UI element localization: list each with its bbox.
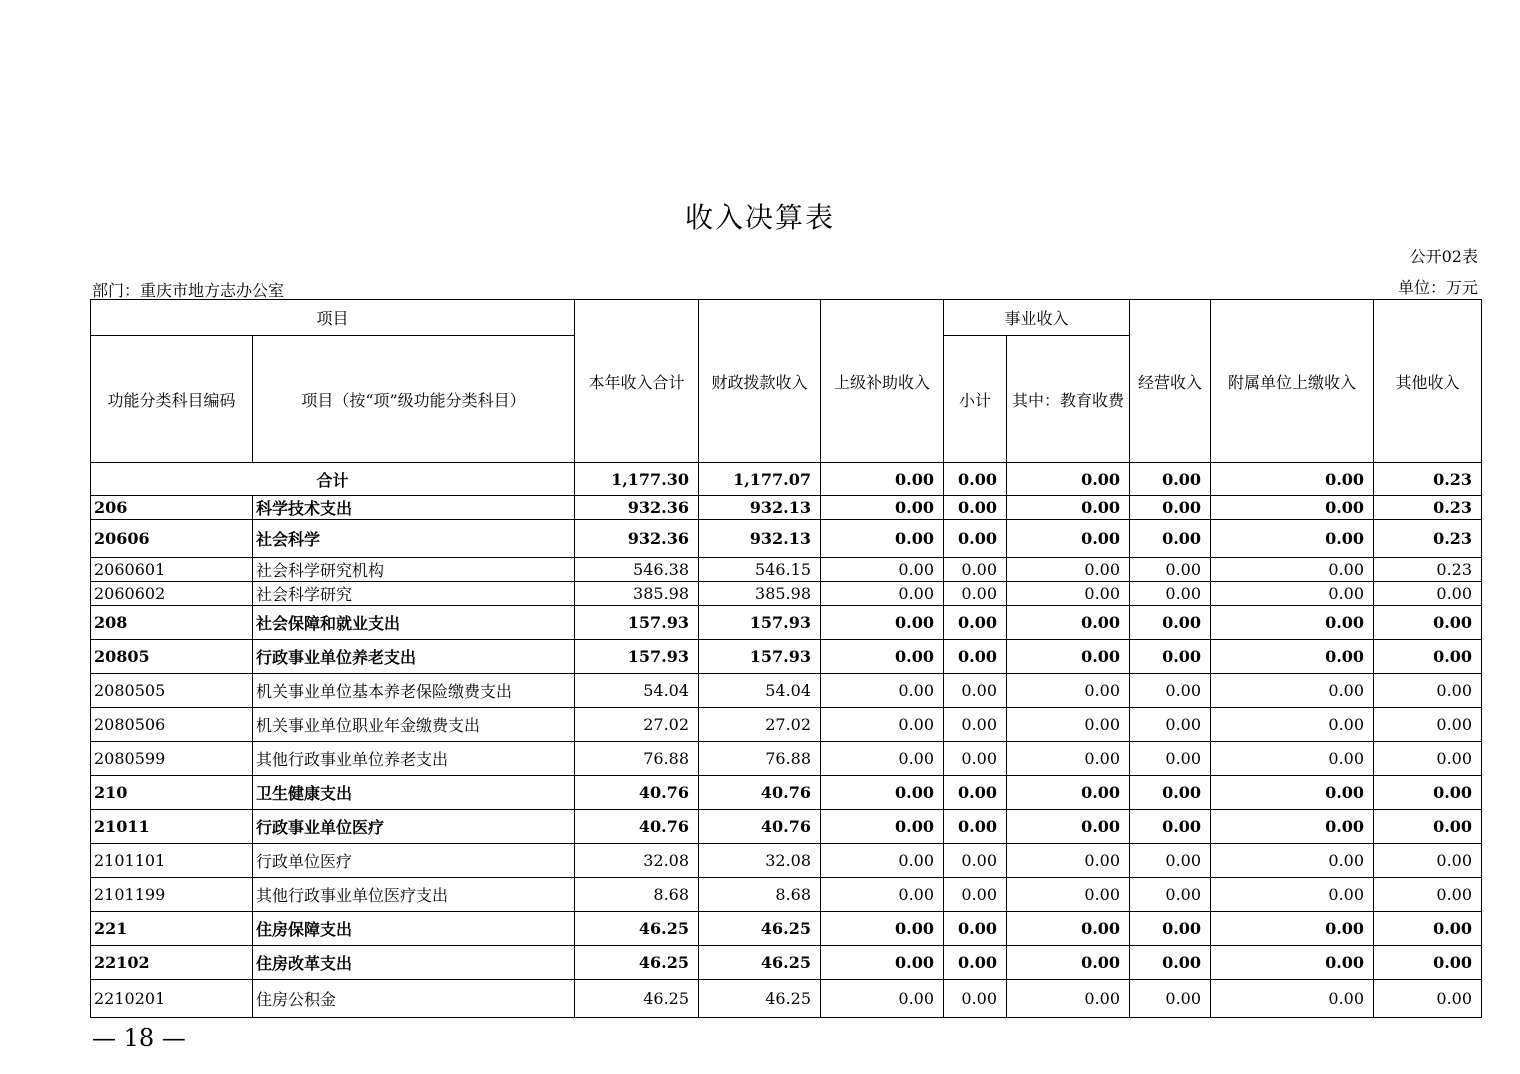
table-body xyxy=(91,300,1482,1018)
row-value: 0.00 xyxy=(1007,558,1130,582)
row-value: 0.00 xyxy=(1211,520,1374,558)
row-value: 0.00 xyxy=(944,810,1007,844)
header-item-group: 项目 xyxy=(91,300,575,336)
row-code: 2080599 xyxy=(91,742,253,776)
row-name: 住房保障支出 xyxy=(253,912,575,946)
row-value: 0.00 xyxy=(944,558,1007,582)
row-value: 0.00 xyxy=(1374,640,1482,674)
row-value: 0.00 xyxy=(944,606,1007,640)
row-value: 0.00 xyxy=(1211,496,1374,520)
row-code: 2210201 xyxy=(91,980,253,1018)
row-value: 0.00 xyxy=(821,980,944,1018)
row-value: 0.00 xyxy=(821,844,944,878)
row-value: 40.76 xyxy=(699,776,821,810)
row-value: 46.25 xyxy=(699,980,821,1018)
row-value: 0.00 xyxy=(1130,606,1211,640)
row-value: 0.00 xyxy=(1007,980,1130,1018)
row-value: 0.00 xyxy=(1007,776,1130,810)
row-value: 0.00 xyxy=(821,606,944,640)
row-value: 0.00 xyxy=(1211,810,1374,844)
row-value: 0.00 xyxy=(1007,674,1130,708)
row-value: 40.76 xyxy=(575,776,699,810)
form-number: 公开02表 xyxy=(1409,247,1478,266)
row-value: 0.00 xyxy=(944,674,1007,708)
row-value: 0.00 xyxy=(944,496,1007,520)
total-cell: 0.00 xyxy=(1211,463,1374,496)
row-value: 0.00 xyxy=(944,946,1007,980)
row-value: 0.00 xyxy=(1374,810,1482,844)
row-value: 0.00 xyxy=(1130,674,1211,708)
row-value: 0.00 xyxy=(1130,980,1211,1018)
row-value: 0.00 xyxy=(1130,810,1211,844)
table-row xyxy=(91,640,1482,674)
header-other: 其他收入 xyxy=(1374,300,1482,463)
header-operating: 经营收入 xyxy=(1130,300,1211,463)
row-value: 0.00 xyxy=(1211,844,1374,878)
row-name: 其他行政事业单位医疗支出 xyxy=(253,878,575,912)
row-value: 46.25 xyxy=(575,946,699,980)
row-value: 157.93 xyxy=(699,640,821,674)
row-name: 卫生健康支出 xyxy=(253,776,575,810)
page-number: — 18 — xyxy=(92,1024,186,1052)
page-title: 收入决算表 xyxy=(684,201,835,234)
row-value: 932.13 xyxy=(699,520,821,558)
table-row xyxy=(91,810,1482,844)
row-value: 0.00 xyxy=(944,980,1007,1018)
row-value: 932.36 xyxy=(575,496,699,520)
row-value: 0.00 xyxy=(1007,606,1130,640)
row-value: 0.00 xyxy=(1374,946,1482,980)
row-value: 0.00 xyxy=(944,912,1007,946)
row-value: 0.00 xyxy=(1374,980,1482,1018)
row-value: 0.00 xyxy=(944,742,1007,776)
row-value: 40.76 xyxy=(699,810,821,844)
row-value: 8.68 xyxy=(575,878,699,912)
row-value: 76.88 xyxy=(575,742,699,776)
row-value: 0.00 xyxy=(1211,980,1374,1018)
header-education: 其中：教育收费 xyxy=(1007,336,1130,463)
row-value: 0.00 xyxy=(1211,558,1374,582)
row-code: 208 xyxy=(91,606,253,640)
row-value: 76.88 xyxy=(699,742,821,776)
row-value: 0.00 xyxy=(1211,946,1374,980)
row-value: 0.00 xyxy=(1211,708,1374,742)
row-value: 0.00 xyxy=(944,640,1007,674)
row-value: 46.25 xyxy=(575,912,699,946)
row-value: 27.02 xyxy=(699,708,821,742)
row-value: 0.00 xyxy=(1007,912,1130,946)
row-value: 157.93 xyxy=(575,606,699,640)
table-row xyxy=(91,776,1482,810)
table-row xyxy=(91,946,1482,980)
row-value: 385.98 xyxy=(575,582,699,606)
total-cell: 1,177.07 xyxy=(699,463,821,496)
row-code: 2060602 xyxy=(91,582,253,606)
row-value: 0.00 xyxy=(821,558,944,582)
header-total-income: 本年收入合计 xyxy=(575,300,699,463)
row-value: 0.00 xyxy=(944,776,1007,810)
table-row xyxy=(91,606,1482,640)
row-value: 0.00 xyxy=(1374,776,1482,810)
row-value: 46.25 xyxy=(699,912,821,946)
header-affiliated: 附属单位上缴收入 xyxy=(1211,300,1374,463)
row-value: 0.00 xyxy=(1007,844,1130,878)
row-value: 0.23 xyxy=(1374,520,1482,558)
row-value: 32.08 xyxy=(575,844,699,878)
total-cell: 1,177.30 xyxy=(575,463,699,496)
row-value: 0.00 xyxy=(1130,844,1211,878)
row-code: 21011 xyxy=(91,810,253,844)
row-value: 0.00 xyxy=(821,878,944,912)
row-value: 0.00 xyxy=(821,912,944,946)
row-value: 0.00 xyxy=(821,810,944,844)
row-value: 0.00 xyxy=(821,946,944,980)
row-value: 40.76 xyxy=(575,810,699,844)
header-code: 功能分类科目编码 xyxy=(91,336,253,463)
row-value: 0.00 xyxy=(1374,708,1482,742)
row-value: 0.00 xyxy=(1211,640,1374,674)
header-item-name: 项目（按“项”级功能分类科目） xyxy=(253,336,575,463)
row-code: 20606 xyxy=(91,520,253,558)
row-code: 2080505 xyxy=(91,674,253,708)
row-name: 行政事业单位医疗 xyxy=(253,810,575,844)
row-value: 0.00 xyxy=(1007,496,1130,520)
row-value: 0.00 xyxy=(1130,946,1211,980)
row-value: 0.00 xyxy=(821,674,944,708)
row-value: 0.00 xyxy=(1007,520,1130,558)
row-value: 0.00 xyxy=(1374,912,1482,946)
header-subtotal: 小计 xyxy=(944,336,1007,463)
row-value: 0.00 xyxy=(1007,708,1130,742)
row-value: 546.38 xyxy=(575,558,699,582)
row-value: 0.00 xyxy=(1007,742,1130,776)
table-row xyxy=(91,912,1482,946)
row-value: 0.23 xyxy=(1374,496,1482,520)
table-row xyxy=(91,582,1482,606)
row-value: 0.00 xyxy=(1007,582,1130,606)
row-name: 行政单位医疗 xyxy=(253,844,575,878)
row-value: 0.00 xyxy=(1211,742,1374,776)
row-name: 行政事业单位养老支出 xyxy=(253,640,575,674)
row-value: 54.04 xyxy=(699,674,821,708)
row-value: 0.00 xyxy=(944,708,1007,742)
unit-label: 单位：万元 xyxy=(1397,278,1478,297)
row-value: 0.00 xyxy=(944,582,1007,606)
row-value: 0.00 xyxy=(1007,878,1130,912)
table-row xyxy=(91,844,1482,878)
row-value: 932.36 xyxy=(575,520,699,558)
total-label: 合计 xyxy=(91,463,575,496)
total-cell: 0.00 xyxy=(1130,463,1211,496)
header-superior: 上级补助收入 xyxy=(821,300,944,463)
total-cell: 0.23 xyxy=(1374,463,1482,496)
row-name: 机关事业单位职业年金缴费支出 xyxy=(253,708,575,742)
row-name: 住房改革支出 xyxy=(253,946,575,980)
row-value: 46.25 xyxy=(575,980,699,1018)
row-value: 0.00 xyxy=(1211,776,1374,810)
row-code: 2101199 xyxy=(91,878,253,912)
table-row xyxy=(91,878,1482,912)
row-value: 0.00 xyxy=(1374,582,1482,606)
row-value: 0.00 xyxy=(944,878,1007,912)
row-value: 0.00 xyxy=(1374,606,1482,640)
row-code: 2080506 xyxy=(91,708,253,742)
total-row xyxy=(91,463,1482,496)
row-value: 385.98 xyxy=(699,582,821,606)
row-name: 社会科学 xyxy=(253,520,575,558)
header-row-1 xyxy=(91,300,1482,336)
row-value: 0.00 xyxy=(821,520,944,558)
row-value: 0.00 xyxy=(821,640,944,674)
row-value: 0.00 xyxy=(1130,912,1211,946)
row-value: 0.00 xyxy=(821,582,944,606)
table-row xyxy=(91,980,1482,1018)
table-row xyxy=(91,708,1482,742)
income-table xyxy=(90,299,1482,1018)
row-value: 0.00 xyxy=(1130,558,1211,582)
row-value: 0.00 xyxy=(1211,606,1374,640)
row-value: 0.00 xyxy=(944,520,1007,558)
row-value: 46.25 xyxy=(699,946,821,980)
row-value: 0.00 xyxy=(1130,496,1211,520)
row-value: 0.00 xyxy=(821,496,944,520)
row-value: 0.00 xyxy=(821,708,944,742)
row-value: 32.08 xyxy=(699,844,821,878)
row-value: 0.00 xyxy=(1007,640,1130,674)
row-code: 221 xyxy=(91,912,253,946)
row-value: 8.68 xyxy=(699,878,821,912)
row-value: 932.13 xyxy=(699,496,821,520)
row-value: 0.00 xyxy=(1130,520,1211,558)
row-name: 住房公积金 xyxy=(253,980,575,1018)
row-name: 社会科学研究机构 xyxy=(253,558,575,582)
row-code: 20805 xyxy=(91,640,253,674)
row-name: 社会保障和就业支出 xyxy=(253,606,575,640)
table-row xyxy=(91,558,1482,582)
row-value: 0.00 xyxy=(821,742,944,776)
table-row xyxy=(91,674,1482,708)
table-row xyxy=(91,742,1482,776)
header-fiscal: 财政拨款收入 xyxy=(699,300,821,463)
row-name: 机关事业单位基本养老保险缴费支出 xyxy=(253,674,575,708)
row-value: 0.00 xyxy=(1007,946,1130,980)
row-value: 0.00 xyxy=(1130,742,1211,776)
row-name: 其他行政事业单位养老支出 xyxy=(253,742,575,776)
row-name: 科学技术支出 xyxy=(253,496,575,520)
row-value: 0.00 xyxy=(1007,810,1130,844)
row-value: 0.00 xyxy=(1211,878,1374,912)
row-value: 0.00 xyxy=(1374,878,1482,912)
row-name: 社会科学研究 xyxy=(253,582,575,606)
row-value: 0.00 xyxy=(1211,674,1374,708)
row-value: 0.00 xyxy=(1374,844,1482,878)
row-value: 157.93 xyxy=(575,640,699,674)
row-value: 0.00 xyxy=(1130,776,1211,810)
total-cell: 0.00 xyxy=(1007,463,1130,496)
row-value: 0.00 xyxy=(1130,582,1211,606)
row-value: 0.00 xyxy=(1130,878,1211,912)
row-value: 546.15 xyxy=(699,558,821,582)
row-value: 54.04 xyxy=(575,674,699,708)
department-label: 部门：重庆市地方志办公室 xyxy=(92,281,285,300)
row-value: 0.00 xyxy=(1211,582,1374,606)
row-code: 2101101 xyxy=(91,844,253,878)
table-row xyxy=(91,520,1482,558)
row-value: 27.02 xyxy=(575,708,699,742)
row-value: 0.00 xyxy=(1374,674,1482,708)
row-value: 0.00 xyxy=(1130,708,1211,742)
row-code: 2060601 xyxy=(91,558,253,582)
row-code: 210 xyxy=(91,776,253,810)
row-value: 157.93 xyxy=(699,606,821,640)
row-value: 0.23 xyxy=(1374,558,1482,582)
header-business-group: 事业收入 xyxy=(944,300,1130,336)
total-cell: 0.00 xyxy=(944,463,1007,496)
row-value: 0.00 xyxy=(1211,912,1374,946)
row-code: 22102 xyxy=(91,946,253,980)
row-value: 0.00 xyxy=(944,844,1007,878)
row-value: 0.00 xyxy=(1130,640,1211,674)
row-value: 0.00 xyxy=(1374,742,1482,776)
total-cell: 0.00 xyxy=(821,463,944,496)
row-code: 206 xyxy=(91,496,253,520)
row-value: 0.00 xyxy=(821,776,944,810)
table-row xyxy=(91,496,1482,520)
